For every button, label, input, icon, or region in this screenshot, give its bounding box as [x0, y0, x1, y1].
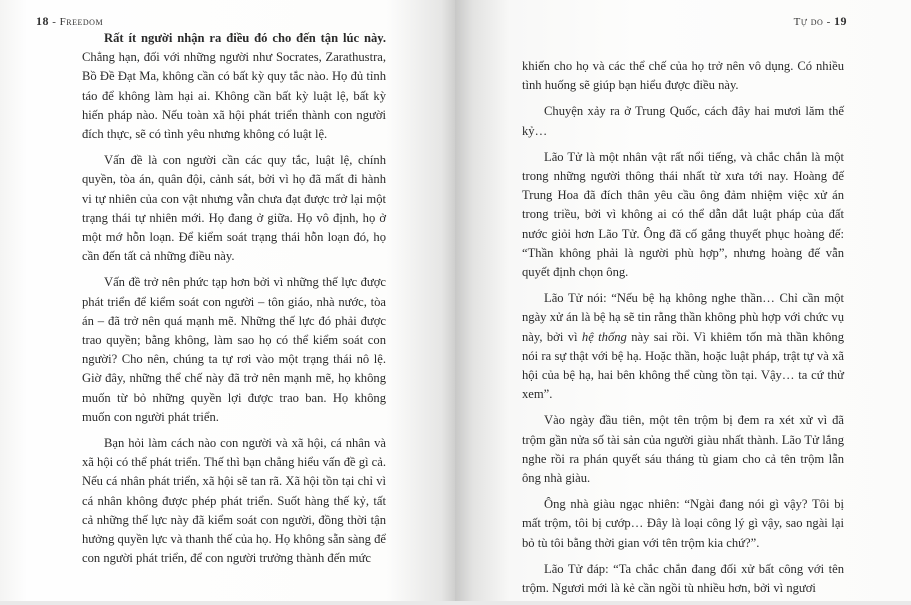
- right-paragraph-3: Lão Tử là một nhân vật rất nổi tiếng, và chắc chắn là một trong những người thông thái nhất từ xưa tới nay. Hoàng đế Trung Hoa đã đích thân yêu cầu ông đảm nhiệm việc xử án trong triều, bởi vì không ai có thể dẫn dắt luật pháp của đất nước giỏi hơn Lão Tử. Ông đã cố gắng thuyết phục hoàng đế: “Thần không phải là người phù hợp”, nhưng hoàng đế vẫn quyết định chọn ông.: [522, 149, 844, 280]
- right-paragraph-6: Ông nhà giàu ngạc nhiên: “Ngài đang nói gì vậy? Tôi bị mất trộm, tôi bị cướp… Đây là loại công lý gì vậy, sao ngài lại bỏ tù tôi bằng thời gian với tên trộm kia chứ?”.: [522, 497, 844, 550]
- right-page-body: [522, 57, 844, 605]
- right-running-title: Tự do -: [793, 16, 831, 28]
- right-running-header: [794, 14, 847, 29]
- left-paragraph-4: Bạn hỏi làm cách nào con người và xã hội, cá nhân và xã hội có thể phát triển. Thế thì bạn chẳng hiểu vấn đề gì cả. Nếu cá nhân phát triển, xã hội sẽ tan rã. Xã hội tồn tại chỉ vì cá nhân không được phép phát triển. Suốt hàng thế kỷ, tất cả những thế lực này đã kiểm soát con người, đồng thời tận hưởng quyền lực và thanh thế của họ. Họ không sẵn sàng để con người phát triển, để con người trưởng thành đến mức: [82, 436, 387, 566]
- right-page-number: 19: [834, 14, 847, 28]
- right-paragraph-7: Lão Tử đáp: “Ta chắc chắn đang đối xử bất công với tên trộm. Ngươi mới là kẻ cần ngồi tù nhiều hơn, bởi vì ngươi: [522, 561, 844, 596]
- left-paragraph-1-lead: Rất ít người nhận ra điều đó cho đến tận lúc này.: [104, 31, 386, 45]
- left-paragraph-2: Vấn đề là con người cần các quy tắc, luật lệ, chính quyền, tòa án, quân đội, cảnh sát, bởi vì họ đã mất đi hành vi tự nhiên của con vật nhưng vẫn chưa đạt được trở lại một trạng thái tự nhiên mới. Họ đang ở giữa. Họ vô định, họ ở một mớ hỗn loạn. Để kiểm soát trạng thái hỗn loạn đó, họ cần đến tất cả những điều này.: [82, 153, 386, 264]
- right-paragraph-4-a: Lão Tử nói: “Nếu bệ hạ không nghe thần… Chỉ cần một ngày xử án là bệ hạ sẽ tin rằng thần không phù hợp với chức vụ này, bởi vì: [522, 291, 844, 344]
- right-paragraph-1: khiến cho họ và các thể chế của họ trở nên vô dụng. Có nhiều tình huống sẽ giúp bạn hiểu được điều này.: [522, 59, 844, 93]
- left-page: [0, 0, 455, 601]
- left-paragraph-1: [82, 29, 386, 144]
- right-paragraph-5: Vào ngày đầu tiên, một tên trộm bị đem ra xét xử vì đã trộm gần nửa số tài sản của người giàu nhất thành. Lão Tử lắng nghe rồi ra phán quyết sáu tháng tù giam cho cả tên trộm lẫn ông nhà giàu.: [522, 413, 844, 486]
- left-running-title: - Freedom: [52, 16, 104, 28]
- left-paragraph-3: Vấn đề trở nên phức tạp hơn bởi vì những thế lực được phát triển để kiểm soát con người – tôn giáo, nhà nước, tòa án – đã trở nên quá mạnh mẽ. Những thế lực đó phải được trao quyền; bằng không, làm sao họ có thể kiểm soát con người? Cho nên, chúng ta tự rơi vào một trạng thái nô lệ. Giờ đây, những thể chế này đã trở nên mạnh mẽ, họ không muốn từ bỏ những quyền lợi được trao ban. Họ không muốn con người phát triển.: [82, 275, 386, 424]
- right-paragraph-4-emphasis: hệ thống: [581, 329, 627, 344]
- right-paragraph-2: Chuyện xảy ra ở Trung Quốc, cách đây hai mươi lăm thế kỷ…: [522, 104, 844, 138]
- left-page-body: [82, 29, 386, 575]
- left-page-number: 18: [36, 14, 49, 28]
- right-paragraph-4-b: này sai rồi. Vì khiêm tốn mà thần không nói ra sự thật với bệ hạ. Hoặc thần, hoặc luật pháp, trật tự và xã hội của bệ hạ, hai bên không thể cùng tồn tại. Vậy… ta cứ thử xem”.: [522, 329, 844, 402]
- left-running-header: [36, 14, 103, 29]
- right-page: [455, 0, 911, 601]
- left-paragraph-1-text: Chẳng hạn, đối với những người như Socrates, Zarathustra, Bồ Đề Đạt Ma, không cần có bất kỳ quy tắc nào. Họ đủ tỉnh táo để không làm hại ai. Không cần bất kỳ luật lệ, bất kỳ hiến pháp nào. Nếu toàn xã hội phát triển thành con người đích thực, sẽ có tình yêu nhưng không có luật lệ.: [82, 50, 386, 142]
- right-paragraph-4: [522, 289, 844, 404]
